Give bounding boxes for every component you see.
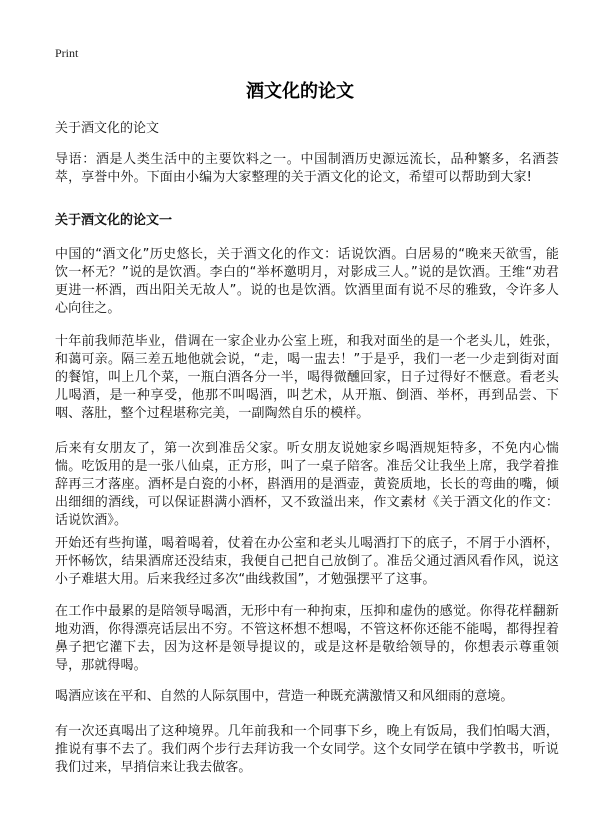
intro-paragraph: 导语：酒是人类生活中的主要饮料之一。中国制酒历史源远流长，品种繁多，名酒荟萃，享誉中外。下面由小编为大家整理的关于酒文化的论文，希望可以帮助到大家! <box>55 152 559 185</box>
body-paragraph: 开始还有些拘谨，喝着喝着，仗着在办公室和老头儿喝酒打下的底子，不屑于小酒杯，开怀畅饮，结果酒席还没结束，我便自己把自己放倒了。准岳父通过酒风看作风，说这小子难堪大用。后来我经过多次“曲线救国”，才勉强摆平了这事。 <box>55 536 559 587</box>
article-title: 酒文化的论文 <box>246 81 354 102</box>
article-subtitle: 关于酒文化的论文 <box>55 121 160 136</box>
body-paragraph: 中国的“酒文化”历史悠长，关于酒文化的作文：话说饮酒。白居易的“晚来天欲雪，能饮一杯无？”说的是饮酒。李白的“举杯邀明月，对影成三人。”说的是饮酒。王维“劝君更进一杯酒，西出阳关无故人”。说的也是饮酒。饮酒里面有说不尽的雅致，令许多人心向往之。 <box>55 247 559 316</box>
section-heading: 关于酒文化的论文一 <box>55 213 173 228</box>
print-link[interactable]: Print <box>55 46 79 60</box>
body-paragraph: 后来有女朋友了，第一次到准岳父家。听女朋友说她家乡喝酒规矩特多，不免内心惴惴。吃饭用的是一张八仙桌，正方形，叫了一桌子陪客。准岳父让我坐上席，我学着推辞再三才落座。酒杯是白瓷的小杯，斟酒用的是酒壶，黄瓷质地，长长的弯曲的嘴，倾出细细的酒线，可以保证斟满小酒杯，又不致溢出来，作文素材《关于酒文化的作文：话说饮酒》。 <box>55 441 559 528</box>
body-paragraph: 有一次还真喝出了这种境界。几年前我和一个同事下乡，晚上有饭局，我们怕喝大酒，推说有事不去了。我们两个步行去拜访我一个女同学。这个女同学在镇中学教书，听说我们过来，早捎信来让我去做客。 <box>55 724 559 775</box>
body-paragraph: 在工作中最累的是陪领导喝酒，无形中有一种拘束，压抑和虚伪的感觉。你得花样翻新地劝酒，你得漂亮话层出不穷。不管这杯想不想喝，不管这杯你还能不能喝，都得捏着鼻子把它灌下去，因为这杯是领导提议的，或是这杯是敬给领导的，你想表示尊重领导，那就得喝。 <box>55 604 559 673</box>
body-paragraph: 喝酒应该在平和、自然的人际氛围中，营造一种既充满激情又和风细雨的意境。 <box>55 689 514 704</box>
body-paragraph: 十年前我师范毕业，借调在一家企业办公室上班，和我对面坐的是一个老头儿，姓张，和蔼可亲。隔三差五地他就会说，“走，喝一盅去！”于是乎，我们一老一少走到街对面的餐馆，叫上几个菜，一瓶白酒各分一半，喝得微醺回家，日子过得好不惬意。看老头儿喝酒，是一种享受，他那不叫喝酒，叫艺术，从开瓶、倒酒、举杯，再到品尝、下咽、落肚，整个过程堪称完美，一副陶然自乐的模样。 <box>55 334 559 421</box>
